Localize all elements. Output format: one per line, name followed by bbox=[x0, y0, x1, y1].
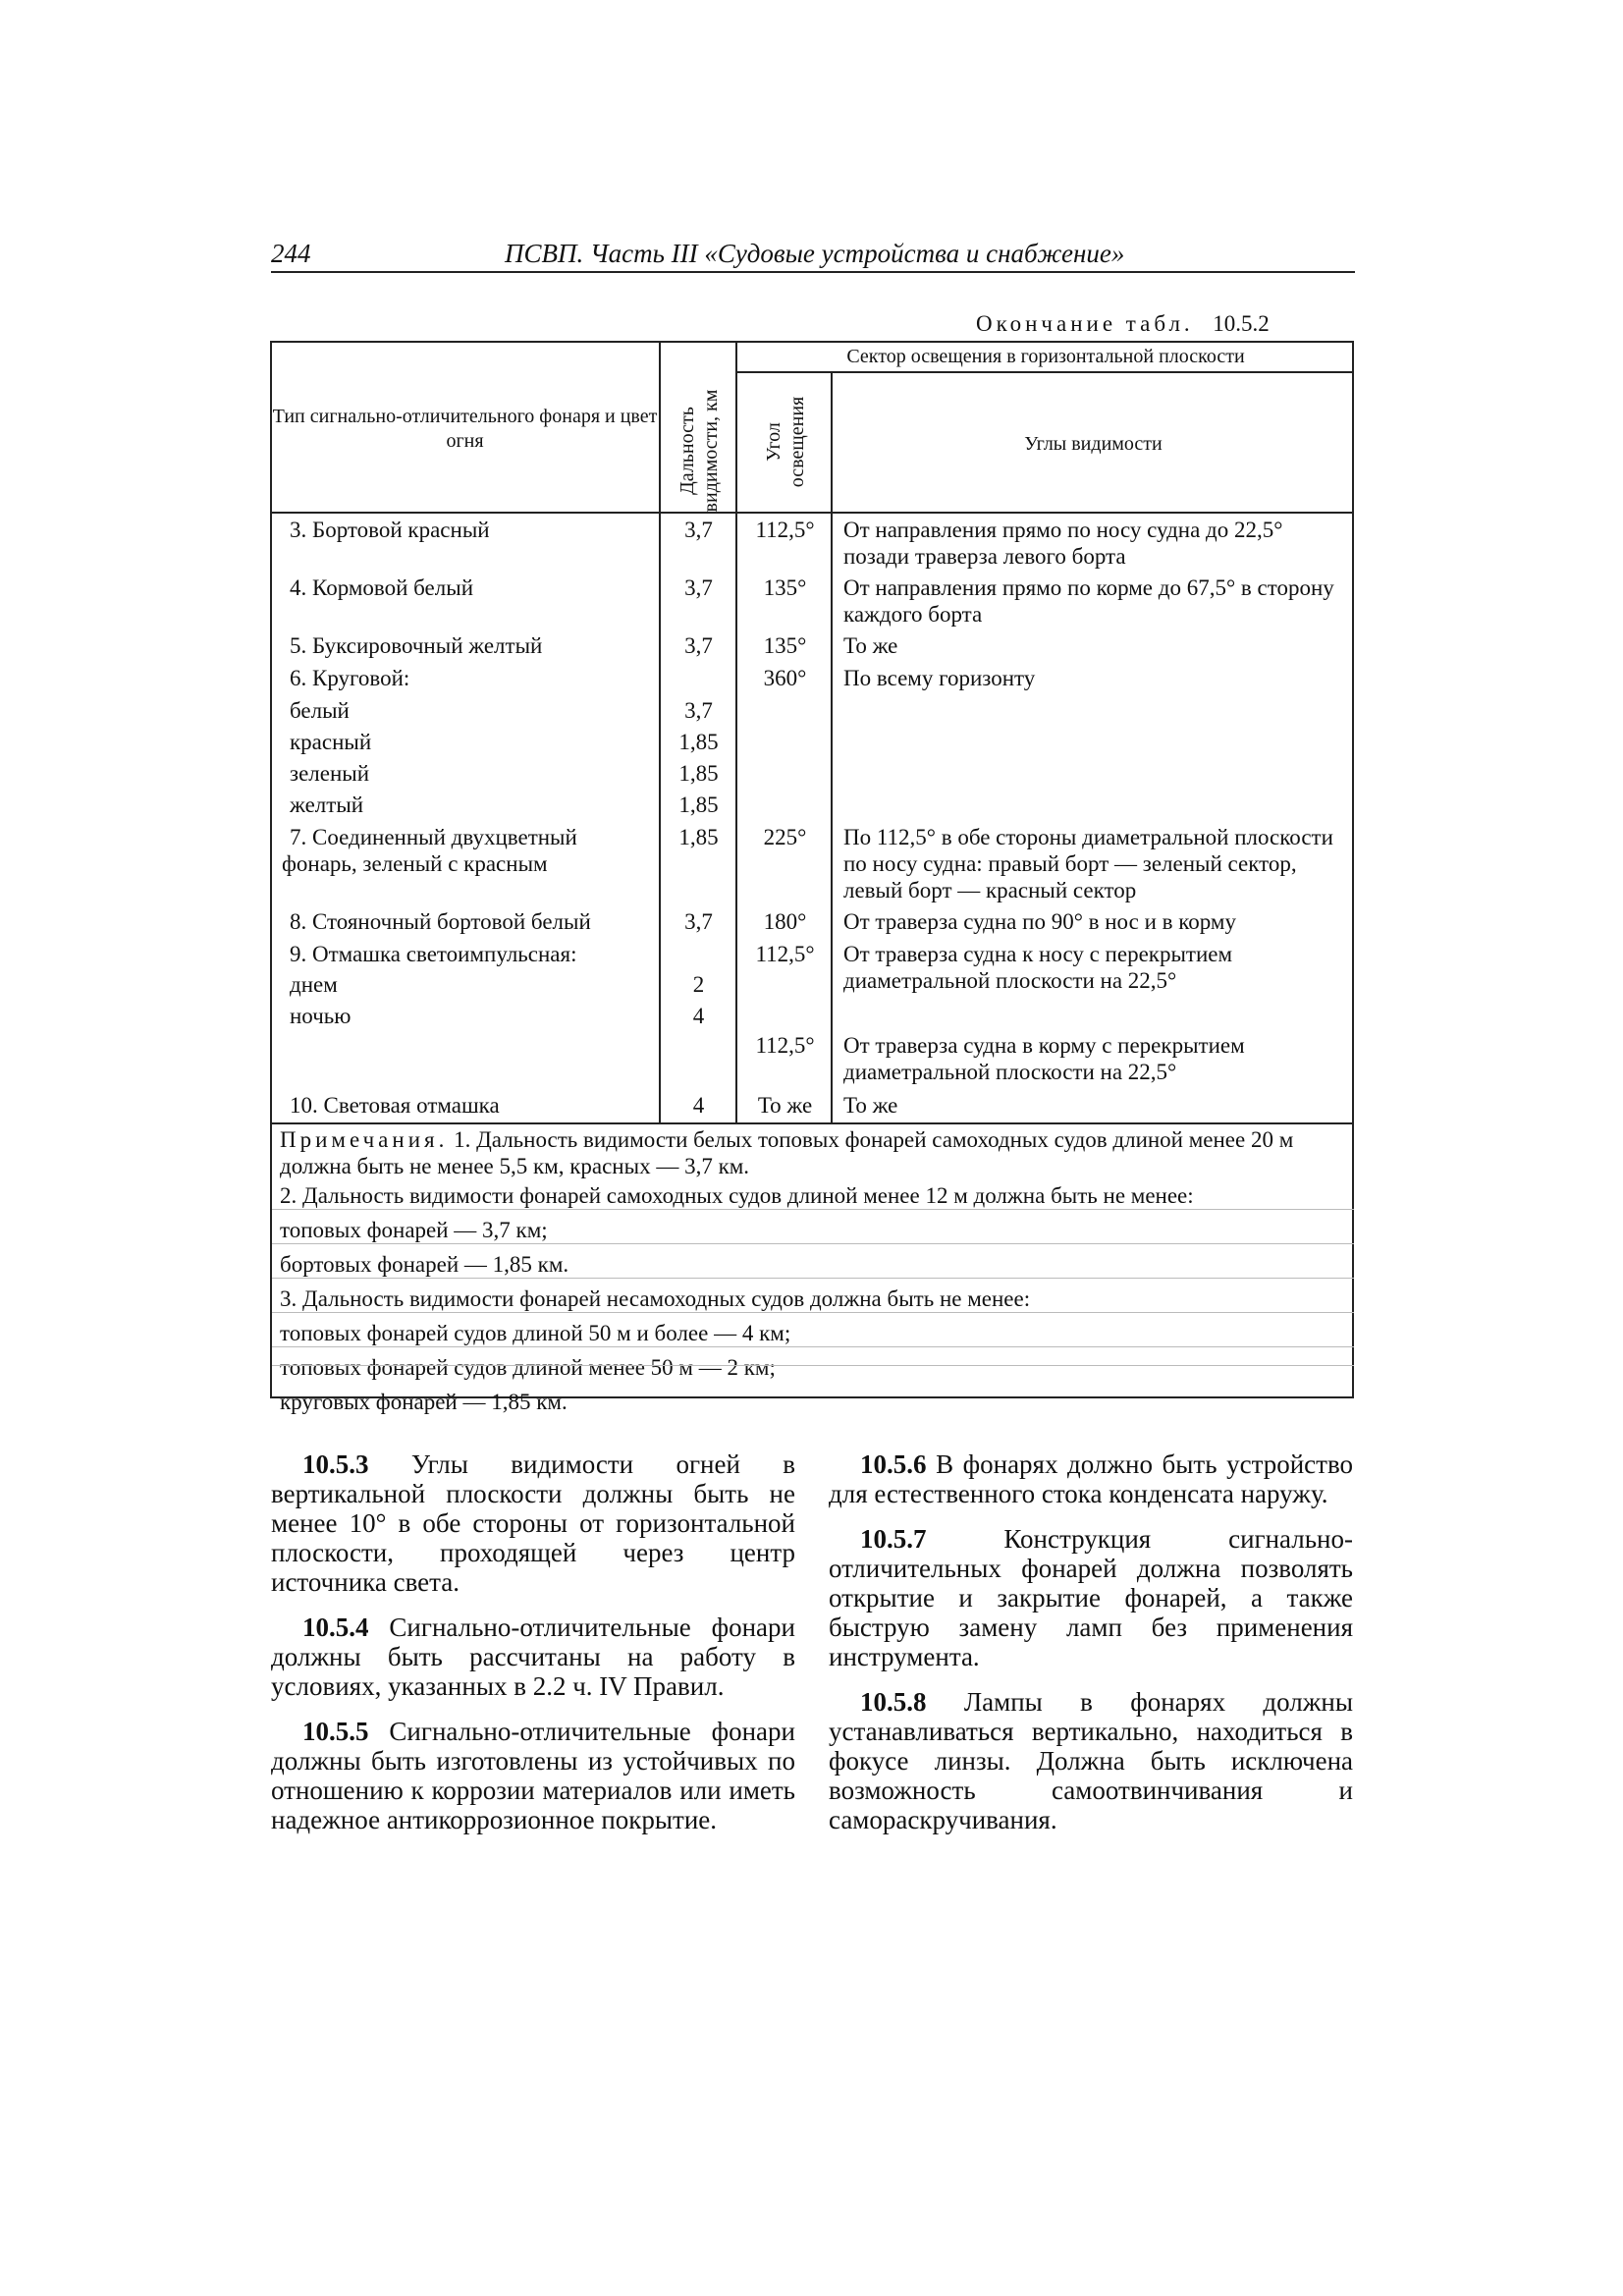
paragraph-text: Углы видимости огней в вертикальной плоскости должны быть не менее 10° в обе стороны от горизонтальной плоскости, проходящей через центр источника света. bbox=[271, 1449, 796, 1597]
cell-range: 1,85 bbox=[678, 825, 719, 849]
paragraph-10-5-6 bbox=[829, 1449, 1353, 1508]
cell-angle: 112,5° bbox=[755, 942, 815, 966]
cell-visibility: По 112,5° в обе стороны диаметральной плоскости по носу судна: правый борт — зеленый сектор, левый борт — красный сектор bbox=[843, 825, 1333, 902]
cell-angle: 135° bbox=[763, 633, 807, 658]
header-angle bbox=[737, 372, 833, 512]
note-3b: топовых фонарей судов длиной менее 50 м — 2 км; bbox=[280, 1355, 776, 1380]
cell-type: 5. Буксировочный желтый bbox=[290, 633, 543, 658]
header-rule bbox=[271, 271, 1355, 273]
note-2: 2. Дальность видимости фонарей самоходных судов длиной менее 12 м должна быть не менее: bbox=[280, 1183, 1194, 1208]
left-column bbox=[271, 1449, 795, 1850]
note-3: 3. Дальность видимости фонарей несамоходных судов должна быть не менее: bbox=[280, 1286, 1031, 1311]
note-divider bbox=[272, 1312, 1354, 1313]
table-caption-text: Окончание табл. bbox=[976, 311, 1194, 336]
cell-angle: 112,5° bbox=[755, 518, 815, 542]
header-sector: Сектор освещения в горизонтальной плоскости bbox=[846, 346, 1245, 367]
cell-type: желтый bbox=[290, 793, 364, 817]
cell-range: 3,7 bbox=[684, 633, 713, 658]
header-angle-text: Угол освещения bbox=[762, 396, 808, 488]
table-caption-number: 10.5.2 bbox=[1213, 311, 1270, 336]
table-caption bbox=[976, 311, 1270, 337]
paragraph-10-5-7 bbox=[829, 1524, 1353, 1671]
paragraph-text: Сигнально-отличительные фонари должны быть рассчитаны на работу в условиях, указанных в 2.2 ч. IV Правил. bbox=[271, 1613, 795, 1701]
cell-visibility: То же bbox=[843, 1093, 898, 1118]
cell-range: 4 bbox=[692, 1093, 705, 1118]
cell-range: 4 bbox=[692, 1004, 705, 1028]
header-range bbox=[661, 390, 736, 512]
cell-range: 1,85 bbox=[678, 730, 719, 754]
paragraph-text: В фонарях должно быть устройство для естественного стока конденсата наружу. bbox=[829, 1449, 1354, 1508]
cell-visibility: От направления прямо по корме до 67,5° в сторону каждого борта bbox=[843, 575, 1334, 627]
paragraph-10-5-8 bbox=[829, 1687, 1353, 1834]
note-divider bbox=[272, 1243, 1354, 1244]
cell-angle: 225° bbox=[763, 825, 807, 849]
page-number: 244 bbox=[271, 239, 311, 268]
cell-type: 4. Кормовой белый bbox=[290, 575, 474, 600]
running-title: ПСВП. Часть III «Судовые устройства и снабжение» bbox=[505, 239, 1125, 268]
cell-type: 8. Стояночный бортовой белый bbox=[290, 909, 591, 934]
cell-type: ночью bbox=[290, 1004, 352, 1028]
paragraph-number: 10.5.8 bbox=[860, 1687, 927, 1717]
note-divider bbox=[272, 1278, 1354, 1279]
note-3c: круговых фонарей — 1,85 км. bbox=[280, 1390, 568, 1414]
cell-range: 1,85 bbox=[678, 793, 719, 817]
cell-angle: 112,5° bbox=[755, 1033, 815, 1058]
paragraph-number: 10.5.6 bbox=[860, 1449, 927, 1479]
cell-range: 3,7 bbox=[684, 575, 713, 600]
paragraph-number: 10.5.3 bbox=[302, 1449, 369, 1479]
paragraph-text: Сигнально-отличительные фонари должны быть изготовлены из устойчивых по отношению к коррозии материалов или иметь надежное антикоррозионное покрытие. bbox=[271, 1717, 795, 1834]
lights-table bbox=[270, 341, 1354, 1414]
note-divider bbox=[272, 1209, 1354, 1210]
cell-angle: 135° bbox=[763, 575, 807, 600]
header-range-text: Дальность видимости, км bbox=[676, 389, 722, 513]
table-notes bbox=[280, 1124, 1350, 1415]
cell-range: 2 bbox=[692, 972, 705, 997]
paragraph-text: Лампы в фонарях должны устанавливаться вертикально, находиться в фокусе линзы. Должна быть исключена возможность самоотвинчивания и самораскручивания. bbox=[829, 1687, 1354, 1834]
paragraph-number: 10.5.7 bbox=[860, 1524, 927, 1554]
cell-visibility: То же bbox=[843, 633, 898, 658]
cell-type: 3. Бортовой красный bbox=[290, 518, 490, 542]
grid-line bbox=[272, 512, 1354, 514]
header-visibility: Углы видимости bbox=[1024, 433, 1163, 455]
cell-angle: То же bbox=[757, 1093, 813, 1118]
note-1 bbox=[280, 1126, 1350, 1179]
cell-range: 3,7 bbox=[684, 698, 713, 723]
note-2b: бортовых фонарей — 1,85 км. bbox=[280, 1252, 569, 1277]
cell-range: 3,7 bbox=[684, 909, 713, 934]
cell-type: 9. Отмашка светоимпульсная: bbox=[290, 942, 577, 966]
cell-type: днем bbox=[290, 972, 338, 997]
cell-type: 6. Круговой: bbox=[290, 666, 410, 690]
notes-label: Примечания. bbox=[280, 1127, 449, 1152]
note-2a: топовых фонарей — 3,7 км; bbox=[280, 1218, 548, 1242]
cell-type: красный bbox=[290, 730, 372, 754]
cell-angle: 180° bbox=[763, 909, 807, 934]
paragraph-10-5-3 bbox=[271, 1449, 795, 1597]
cell-visibility: От направления прямо по носу судна до 22,5° позади траверза левого борта bbox=[843, 518, 1283, 569]
paragraph-10-5-4 bbox=[271, 1613, 795, 1701]
cell-type: 10. Световая отмашка bbox=[290, 1093, 500, 1118]
cell-type: 7. Соединенный двухцветный фонарь, зеленый с красным bbox=[282, 825, 577, 876]
cell-range: 3,7 bbox=[684, 518, 713, 542]
right-column bbox=[829, 1449, 1353, 1850]
paragraph-text: Конструкция сигнально-отличительных фонарей должна позволять открытие и закрытие фонарей, а также быструю замену ламп без применения инструмента. bbox=[829, 1524, 1353, 1671]
cell-type: белый bbox=[290, 698, 350, 723]
note-divider bbox=[272, 1346, 1354, 1347]
cell-angle: 360° bbox=[763, 666, 807, 690]
paragraph-number: 10.5.4 bbox=[302, 1613, 369, 1642]
cell-visibility: От траверза судна по 90° в нос и в корму bbox=[843, 909, 1236, 934]
cell-visibility: По всему горизонту bbox=[843, 666, 1036, 690]
note-divider bbox=[272, 1365, 1354, 1366]
note-3a: топовых фонарей судов длиной 50 м и более — 4 км; bbox=[280, 1321, 791, 1345]
header-type: Тип сигнально-отличительного фонаря и цвет огня bbox=[272, 406, 658, 452]
cell-visibility: От траверза судна к носу с перекрытием диаметральной плоскости на 22,5° bbox=[843, 942, 1233, 993]
paragraph-10-5-5 bbox=[271, 1717, 795, 1834]
paragraph-number: 10.5.5 bbox=[302, 1717, 369, 1746]
cell-visibility: От траверза судна в корму с перекрытием диаметральной плоскости на 22,5° bbox=[843, 1033, 1245, 1084]
cell-type: зеленый bbox=[290, 761, 370, 786]
note-1-text: 1. Дальность видимости белых топовых фонарей самоходных судов длиной менее 20 м должна быть не менее 5,5 км, красных — 3,7 км. bbox=[280, 1127, 1294, 1178]
cell-range: 1,85 bbox=[678, 761, 719, 786]
